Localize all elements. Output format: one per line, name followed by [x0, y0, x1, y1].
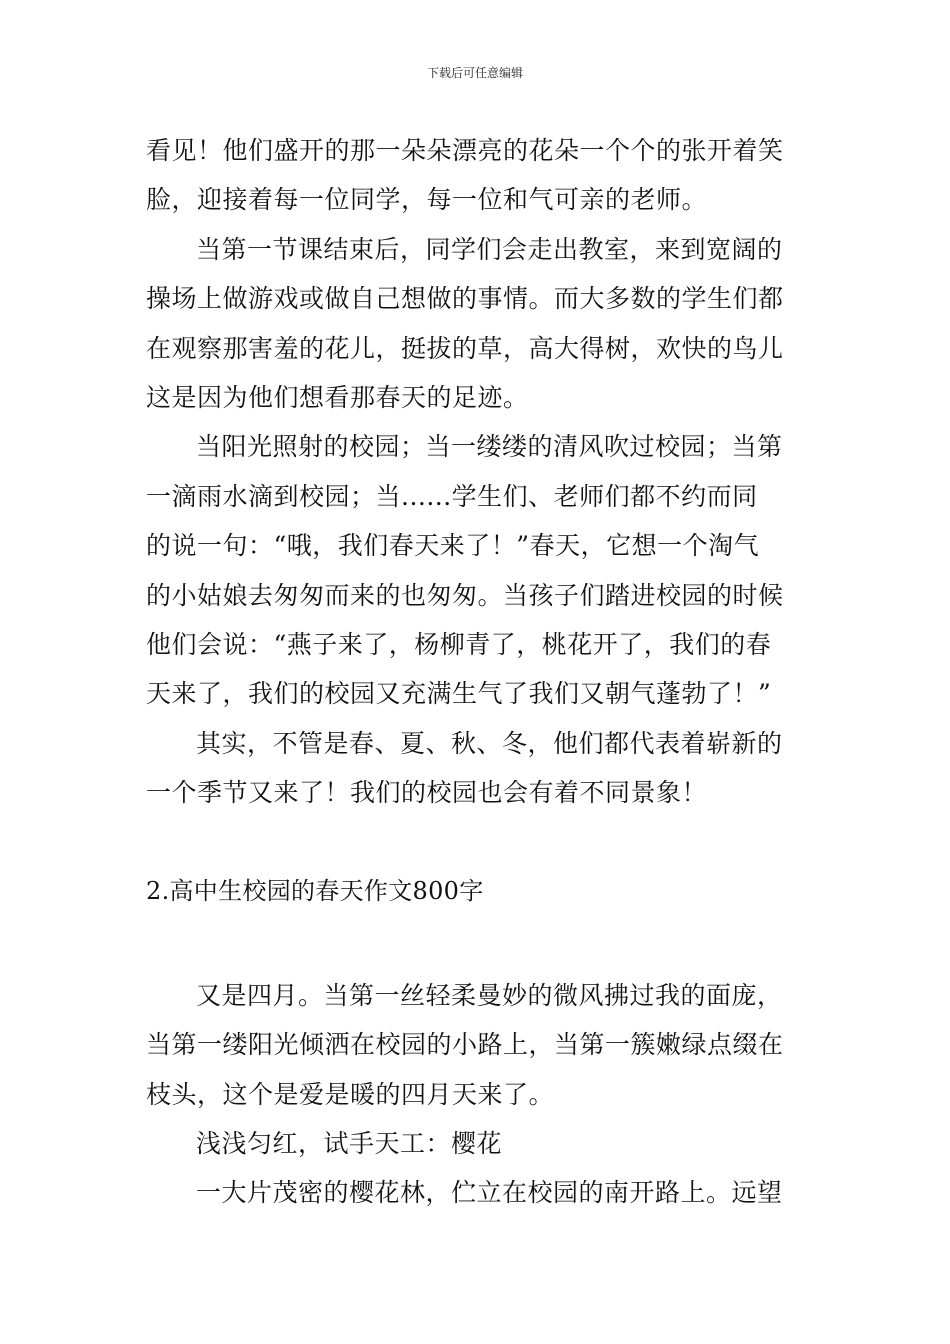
paragraph-line: 脸，迎接着每一位同学，每一位和气可亲的老师。	[146, 185, 708, 215]
paragraph-line: 这是因为他们想看那春天的足迹。	[146, 382, 529, 412]
paragraph-line: 又是四月。当第一丝轻柔曼妙的微风拂过我的面庞，	[196, 980, 783, 1010]
paragraph-line: 枝头，这个是爱是暖的四月天来了。	[146, 1079, 555, 1109]
paragraph-line: 当阳光照射的校园；当一缕缕的清风吹过校园；当第	[196, 432, 783, 462]
section-gap	[146, 817, 806, 867]
paragraph-line: 当第一节课结束后，同学们会走出教室，来到宽阔的	[196, 234, 783, 264]
paragraph-line: 他们会说：“燕子来了，杨柳青了，桃花开了，我们的春	[146, 629, 772, 659]
paragraph-line: 一大片茂密的樱花林，伫立在校园的南开路上。远望	[196, 1178, 783, 1208]
paragraph-line: 天来了，我们的校园又充满生气了我们又朝气蓬勃了！”	[146, 679, 772, 709]
paragraph-line: 一个季节又来了！我们的校园也会有着不同景象！	[146, 778, 708, 808]
paragraph-line: 其实，不管是春、夏、秋、冬，他们都代表着崭新的	[196, 728, 783, 758]
paragraph-line: 浅浅匀红，试手天工：樱花	[196, 1129, 503, 1159]
paragraph-line: 一滴雨水滴到校园；当......学生们、老师们都不约而同	[146, 481, 758, 511]
document-body	[146, 126, 806, 1218]
paragraph-line: 的说一句：“哦，我们春天来了！”春天，它想一个淘气	[146, 531, 760, 561]
paragraph-line: 的小姑娘去匆匆而来的也匆匆。当孩子们踏进校园的时候	[146, 580, 784, 610]
section-heading: 2.高中生校园的春天作文800字	[146, 877, 484, 906]
paragraph-line: 操场上做游戏或做自己想做的事情。而大多数的学生们都	[146, 284, 784, 314]
paragraph-line: 看见！他们盛开的那一朵朵漂亮的花朵一个个的张开着笑	[146, 136, 784, 165]
header-note: 下载后可任意编辑	[426, 66, 523, 80]
paragraph-line: 在观察那害羞的花儿，挺拔的草，高大得树，欢快的鸟儿	[146, 333, 784, 363]
paragraph-line: 当第一缕阳光倾洒在校园的小路上，当第一簇嫩绿点缀在	[146, 1030, 784, 1060]
heading-gap	[146, 917, 806, 971]
